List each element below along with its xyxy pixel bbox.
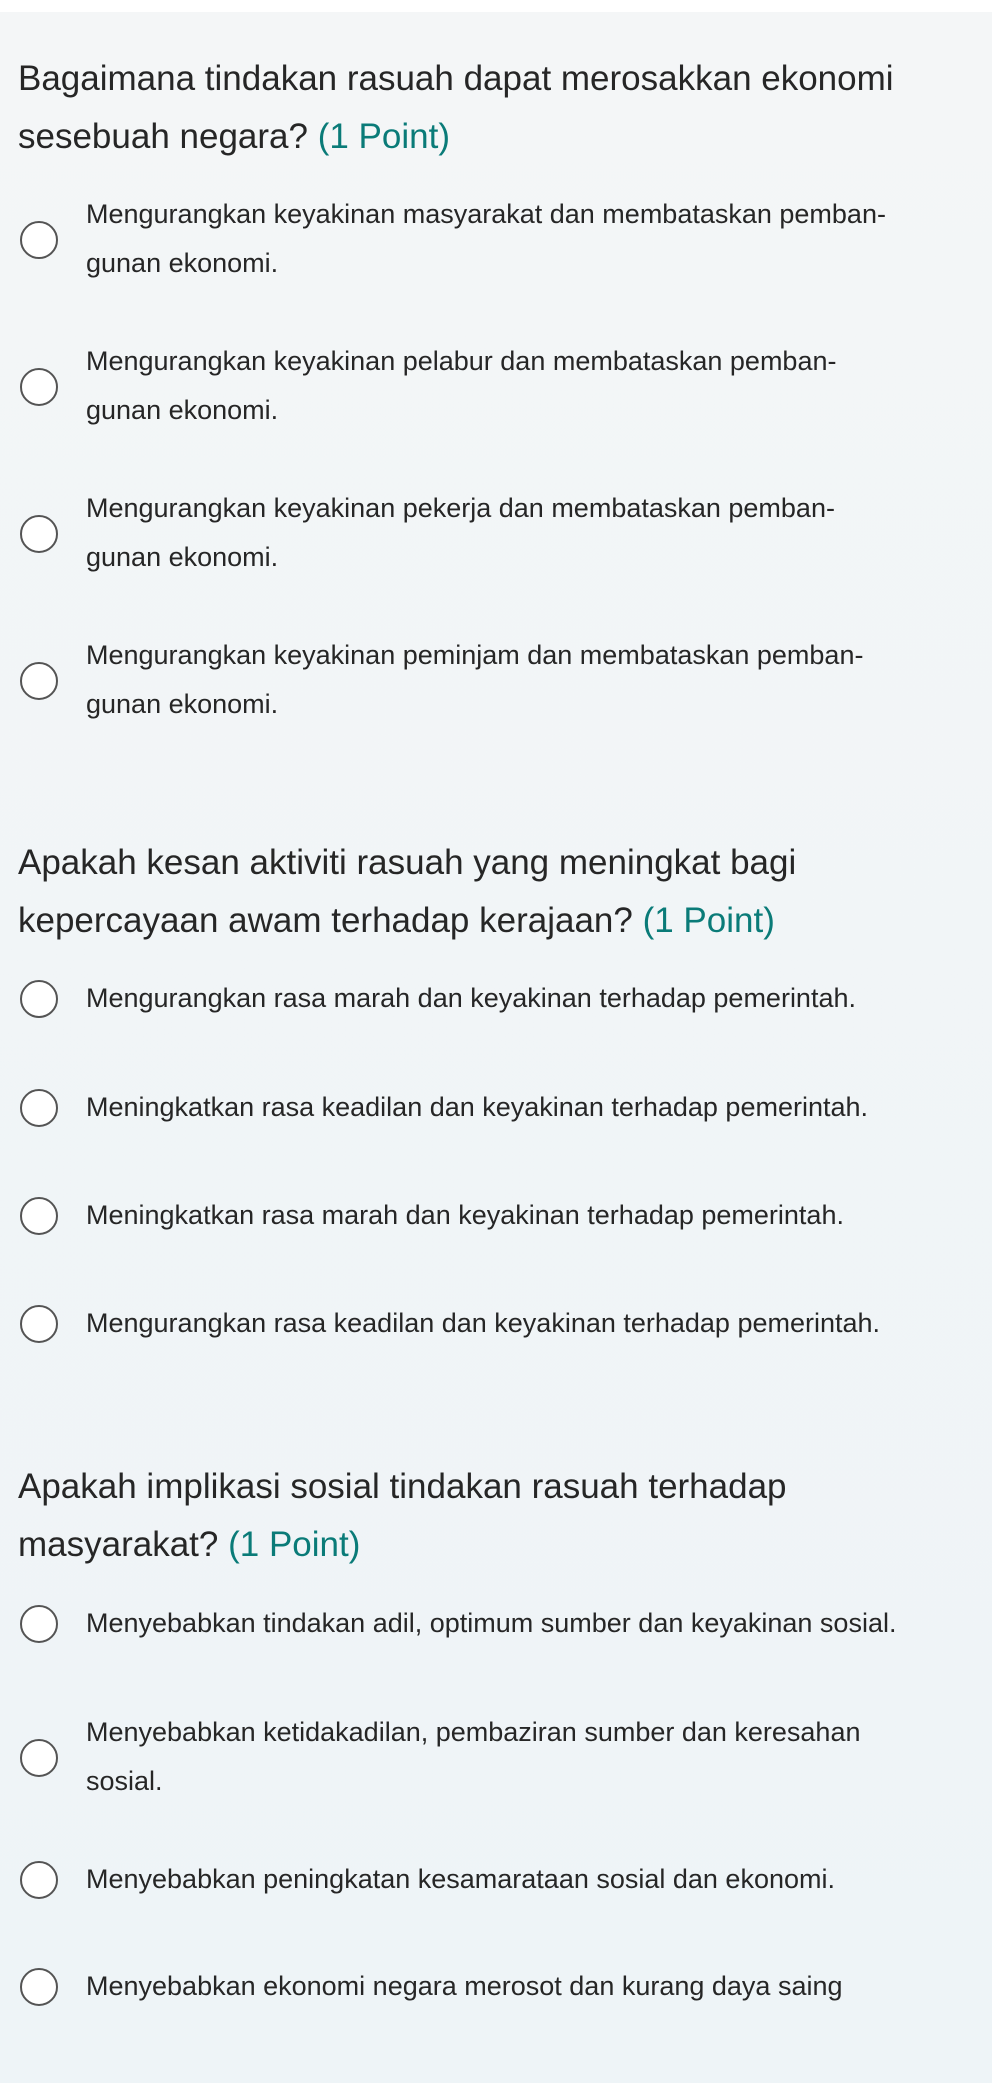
option-2-1[interactable] — [18, 974, 992, 1024]
radio-button[interactable] — [20, 1968, 58, 2006]
radio-button[interactable] — [20, 221, 58, 259]
question-1 — [18, 50, 978, 166]
option-label — [86, 631, 992, 729]
option-text-line: Mengurangkan keyakinan peminjam dan membataskan pemban- — [86, 640, 864, 670]
question-3 — [18, 1458, 978, 1574]
option-3-1[interactable] — [18, 1599, 992, 1649]
radio-button[interactable] — [20, 1739, 58, 1777]
question-2 — [18, 834, 978, 950]
option-text-line: gunan ekonomi. — [86, 689, 279, 719]
option-1-2[interactable] — [18, 337, 992, 435]
option-text-line: Menyebabkan ketidakadilan, pembaziran sumber dan keresahan — [86, 1717, 861, 1747]
radio-button[interactable] — [20, 515, 58, 553]
question-points: (1 Point) — [228, 1525, 361, 1564]
radio-button[interactable] — [20, 1605, 58, 1643]
option-label: Mengurangkan rasa keadilan dan keyakinan terhadap pemerintah. — [86, 1308, 881, 1338]
question-points: (1 Point) — [642, 901, 775, 940]
option-label: Menyebabkan tindakan adil, optimum sumber dan keyakinan sosial. — [86, 1608, 897, 1638]
radio-button[interactable] — [20, 368, 58, 406]
top-bar — [0, 0, 992, 12]
option-1-3[interactable] — [18, 484, 992, 582]
option-label: Mengurangkan rasa marah dan keyakinan terhadap pemerintah. — [86, 983, 856, 1013]
option-label — [86, 190, 992, 288]
option-label: Menyebabkan peningkatan kesamarataan sosial dan ekonomi. — [86, 1864, 835, 1894]
option-text-line: Mengurangkan keyakinan masyarakat dan membataskan pemban- — [86, 199, 886, 229]
option-label — [86, 337, 992, 435]
radio-button[interactable] — [20, 1305, 58, 1343]
option-text-line: sosial. — [86, 1766, 163, 1796]
option-1-1[interactable] — [18, 190, 992, 288]
radio-button[interactable] — [20, 662, 58, 700]
question-title — [18, 1458, 978, 1574]
option-2-2[interactable] — [18, 1083, 992, 1133]
option-text-line: gunan ekonomi. — [86, 248, 279, 278]
question-points: (1 Point) — [317, 117, 450, 156]
option-text-line: gunan ekonomi. — [86, 395, 279, 425]
question-text: Apakah kesan aktiviti rasuah yang meningkat bagi kepercayaan awam terhadap kerajaan? — [18, 843, 797, 940]
option-label — [86, 484, 992, 582]
option-3-3[interactable] — [18, 1855, 992, 1905]
option-2-3[interactable] — [18, 1191, 992, 1241]
option-3-4[interactable] — [18, 1962, 992, 2012]
question-title — [18, 50, 978, 166]
option-text-line: Mengurangkan keyakinan pekerja dan membataskan pemban- — [86, 493, 835, 523]
question-text: Apakah implikasi sosial tindakan rasuah terhadap masyarakat? — [18, 1467, 787, 1564]
option-label: Menyebabkan ekonomi negara merosot dan kurang daya saing — [86, 1971, 843, 2001]
radio-button[interactable] — [20, 980, 58, 1018]
radio-button[interactable] — [20, 1089, 58, 1127]
question-title — [18, 834, 978, 950]
question-text: Bagaimana tindakan rasuah dapat merosakkan ekonomi sesebuah negara? — [18, 59, 894, 156]
radio-button[interactable] — [20, 1861, 58, 1899]
option-3-2[interactable] — [18, 1708, 992, 1806]
radio-button[interactable] — [20, 1197, 58, 1235]
option-label — [86, 1708, 992, 1806]
option-1-4[interactable] — [18, 631, 992, 729]
option-text-line: Mengurangkan keyakinan pelabur dan membataskan pemban- — [86, 346, 837, 376]
option-label: Meningkatkan rasa marah dan keyakinan terhadap pemerintah. — [86, 1200, 844, 1230]
option-label: Meningkatkan rasa keadilan dan keyakinan terhadap pemerintah. — [86, 1092, 869, 1122]
option-2-4[interactable] — [18, 1299, 992, 1349]
option-text-line: gunan ekonomi. — [86, 542, 279, 572]
